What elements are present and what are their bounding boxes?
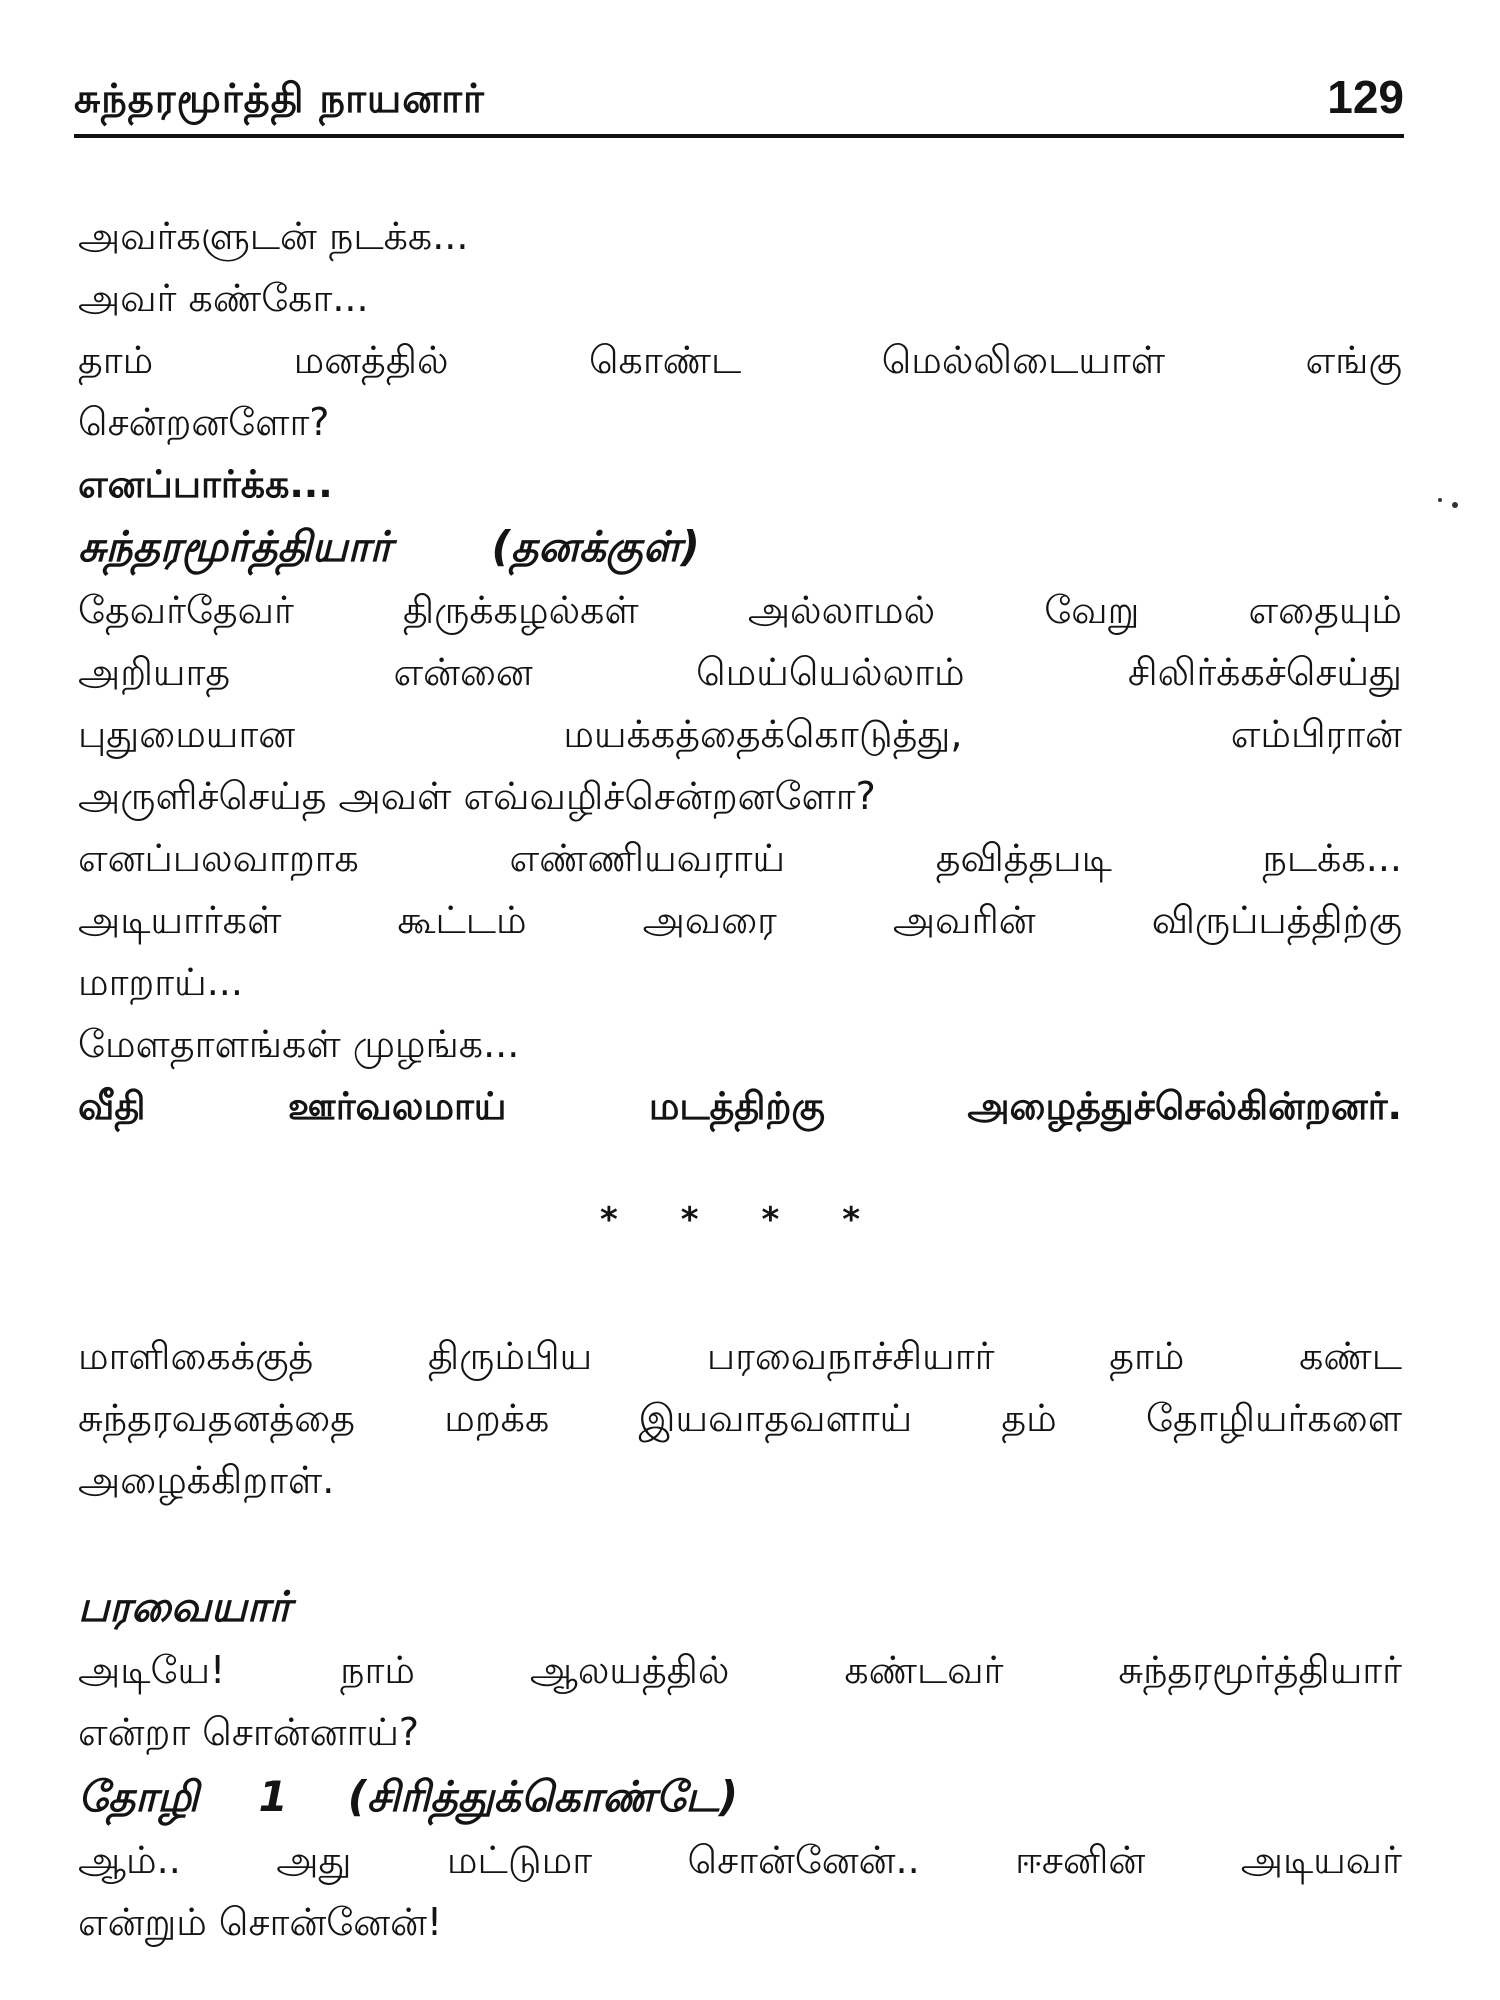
speaker-heading-2 — [78, 1575, 1402, 1639]
scan-speck — [1452, 502, 1458, 508]
page-header — [74, 68, 1404, 138]
running-title: சுந்தரமூர்த்தி நாயனார் — [74, 76, 485, 122]
narration-block-1 — [78, 205, 1402, 515]
text-line: வீதி ஊர்வலமாய் மடத்திற்கு அழைத்துச்செல்கின்றனர். — [78, 1084, 1402, 1128]
text-line: மாளிகைக்குத் திரும்பிய பரவைநாச்சியார் தாம் கண்ட — [78, 1334, 1402, 1378]
text-line: தேவர்தேவர் திருக்கழல்கள் அல்லாமல் வேறு எதையும் — [78, 588, 1402, 632]
text-line: மேளதாளங்கள் முழங்க... — [78, 1022, 520, 1066]
separator-star: * — [761, 1200, 780, 1240]
stage-direction: (தனக்குள்) — [491, 522, 700, 571]
text-line: தாம் மனத்தில் கொண்ட மெல்லிடையாள் எங்கு — [78, 338, 1402, 382]
speaker-number: 1 — [258, 1772, 288, 1821]
text-line: எனப்பார்க்க... — [78, 462, 333, 506]
stage-direction: (சிரித்துக்கொண்டே) — [347, 1772, 739, 1821]
text-line: சுந்தரவதனத்தை மறக்க இயவாதவளாய் தம் தோழியர்களை — [78, 1396, 1402, 1440]
page-number: 129 — [1327, 71, 1404, 123]
text-line: அழைக்கிறாள். — [78, 1458, 335, 1502]
text-line: அறியாத என்னை மெய்யெல்லாம் சிலிர்க்கச்செய்து — [78, 650, 1402, 694]
narration-block-2 — [78, 1325, 1402, 1511]
separator-star: * — [680, 1200, 699, 1240]
speaker-name: தோழி — [78, 1772, 199, 1821]
text-line: அருளிச்செய்த அவள் எவ்வழிச்சென்றனளோ? — [78, 774, 876, 818]
separator-star: * — [842, 1200, 860, 1240]
separator-star: * — [600, 1200, 618, 1240]
speaker-name: பரவையார் — [78, 1582, 291, 1631]
speaker-heading-3 — [78, 1765, 1402, 1829]
scan-speck — [1438, 498, 1442, 502]
text-line: என்றும் சொன்னேன்! — [78, 1900, 443, 1944]
section-separator — [600, 1200, 860, 1240]
text-line: ஆம்.. அது மட்டுமா சொன்னேன்.. ஈசனின் அடியவர் — [78, 1838, 1402, 1882]
text-line: சென்றனளோ? — [78, 400, 330, 444]
text-line: அவர்களுடன் நடக்க... — [78, 214, 469, 258]
text-line: மாறாய்... — [78, 960, 243, 1004]
speaker-name: சுந்தரமூர்த்தியார் — [78, 522, 392, 571]
text-line: எனப்பலவாறாக எண்ணியவராய் தவித்தபடி நடக்க... — [78, 836, 1402, 880]
dialogue-block-3 — [78, 1829, 1402, 1953]
text-line: என்றா சொன்னாய்? — [78, 1710, 420, 1754]
text-line: புதுமையான மயக்கத்தைக்கொடுத்து, எம்பிரான் — [78, 712, 1402, 756]
dialogue-block-1 — [78, 579, 1402, 1137]
text-line: அடியே! நாம் ஆலயத்தில் கண்டவர் சுந்தரமூர்த்தியார் — [78, 1648, 1402, 1692]
dialogue-block-2 — [78, 1639, 1402, 1763]
text-line: அவர் கண்கோ... — [78, 276, 369, 320]
speaker-heading-1 — [78, 515, 1402, 579]
text-line: அடியார்கள் கூட்டம் அவரை அவரின் விருப்பத்திற்கு — [78, 898, 1402, 942]
